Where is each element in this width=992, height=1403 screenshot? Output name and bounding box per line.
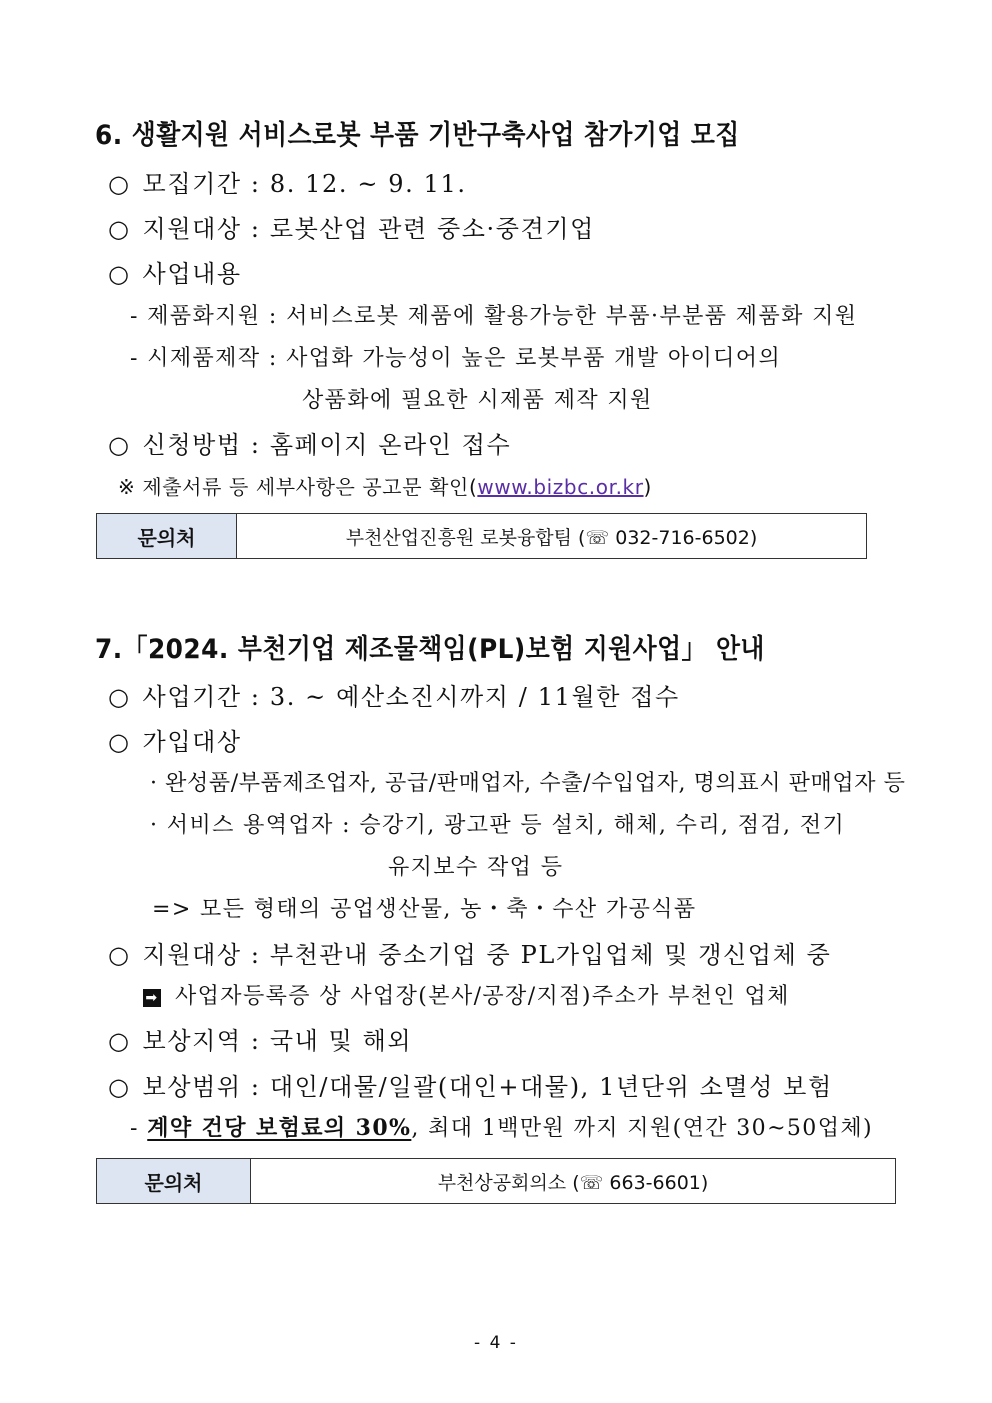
section6-title: 6. 생활지원 서비스로봇 부품 기반구축사업 참가기업 모집 bbox=[95, 120, 740, 151]
section7-join-item: · 완성품/부품제조업자, 공급/판매업자, 수출/수입업자, 명의표시 판매업자 등 bbox=[150, 771, 906, 796]
bullet-circle-icon: ○ bbox=[108, 260, 131, 288]
section7-arrow-note: => 모든 형태의 공업생산물, 농・축・수산 가공식품 bbox=[152, 897, 697, 922]
contact-value: 부천상공회의소 (☏ 663-6601) bbox=[251, 1159, 896, 1204]
section6-content-label: ○ 사업내용 bbox=[108, 260, 242, 288]
section6-content-item: 상품화에 필요한 시제품 제작 지원 bbox=[302, 388, 653, 413]
section7-join-label: ○ 가입대상 bbox=[108, 728, 242, 756]
section6-note: ※ 제출서류 등 세부사항은 공고문 확인(www.bizbc.or.kr) bbox=[118, 475, 652, 499]
section6-content-item: - 시제품제작 : 사업화 가능성이 높은 로봇부품 개발 아이디어의 bbox=[130, 346, 782, 371]
bullet-circle-icon: ○ bbox=[108, 683, 131, 711]
bullet-circle-icon: ○ bbox=[108, 431, 131, 459]
bullet-circle-icon: ○ bbox=[108, 941, 131, 969]
section6-period: ○ 모집기간 : 8. 12. ~ 9. 11. bbox=[108, 170, 467, 198]
section7-scope: ○ 보상범위 : 대인/대물/일괄(대인+대물), 1년단위 소멸성 보험 bbox=[108, 1073, 833, 1101]
right-arrow-box-icon: ➡ bbox=[143, 989, 161, 1007]
section7-join-item: · 서비스 용역업자 : 승강기, 광고판 등 설치, 해체, 수리, 점검, 전기 bbox=[150, 813, 846, 838]
contact-value: 부천산업진흥원 로봇융합팀 (☏ 032-716-6502) bbox=[237, 514, 867, 559]
bullet-circle-icon: ○ bbox=[108, 1073, 131, 1101]
bullet-circle-icon: ○ bbox=[108, 728, 131, 756]
section6-target: ○ 지원대상 : 로봇산업 관련 중소·중견기업 bbox=[108, 215, 595, 243]
section6-apply: ○ 신청방법 : 홈페이지 온라인 접수 bbox=[108, 431, 512, 459]
section7-join-item: 유지보수 작업 등 bbox=[388, 855, 564, 880]
contact-label: 문의처 bbox=[97, 514, 237, 559]
page-number: - 4 - bbox=[474, 1333, 518, 1353]
section6-contact-table bbox=[96, 513, 867, 559]
section7-target-note: ➡ 사업자등록증 상 사업장(본사/공장/지점)주소가 부천인 업체 bbox=[143, 979, 790, 1010]
section7-contact-table bbox=[96, 1158, 896, 1204]
contact-label: 문의처 bbox=[97, 1159, 251, 1204]
section7-title: 7.「2024. 부천기업 제조물책임(PL)보험 지원사업」 안내 bbox=[95, 634, 765, 665]
section6-content-item: - 제품화지원 : 서비스로봇 제품에 활용가능한 부품·부분품 제품화 지원 bbox=[130, 304, 858, 329]
bullet-circle-icon: ○ bbox=[108, 1027, 131, 1055]
bullet-circle-icon: ○ bbox=[108, 215, 131, 243]
support-highlight: 계약 건당 보험료의 30% bbox=[147, 1115, 412, 1141]
bullet-circle-icon: ○ bbox=[108, 170, 131, 198]
section7-period: ○ 사업기간 : 3. ~ 예산소진시까지 / 11월한 접수 bbox=[108, 683, 680, 711]
section7-support: - 계약 건당 보험료의 30%, 최대 1백만원 까지 지원(연간 30~50업체) bbox=[130, 1115, 873, 1141]
bizbc-link[interactable]: www.bizbc.or.kr bbox=[477, 475, 644, 499]
section7-region: ○ 보상지역 : 국내 및 해외 bbox=[108, 1027, 413, 1055]
section7-target: ○ 지원대상 : 부천관내 중소기업 중 PL가입업체 및 갱신업체 중 bbox=[108, 941, 832, 969]
